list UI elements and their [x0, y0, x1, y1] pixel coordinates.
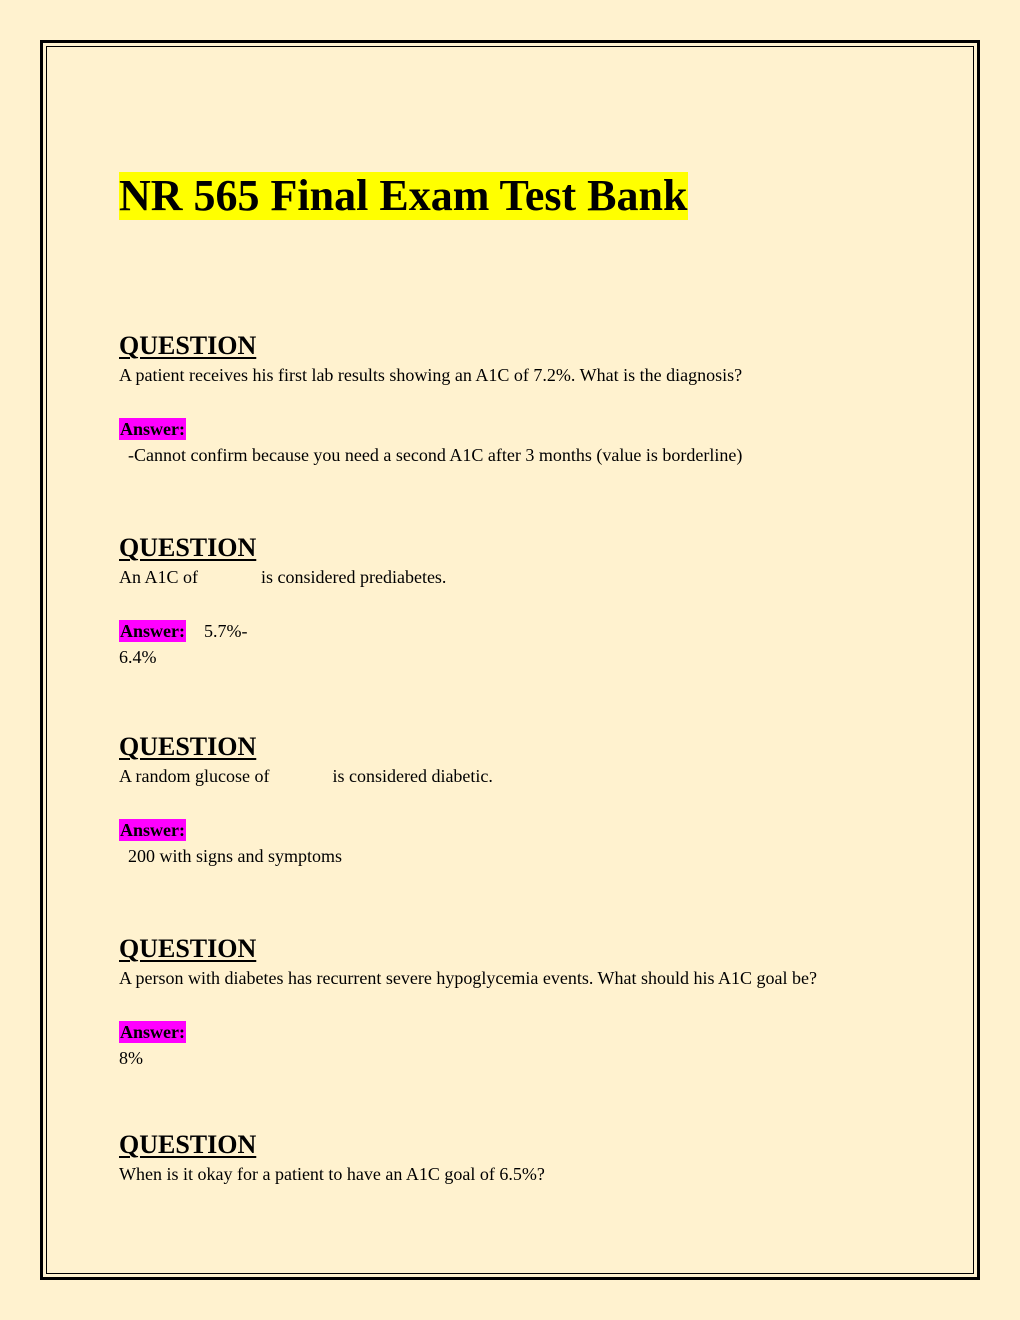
answer-label: Answer:: [120, 621, 185, 641]
question-block-1: [119, 332, 742, 386]
question-text: An A1C of is considered prediabetes.: [119, 567, 447, 587]
question-block-2: [119, 534, 446, 588]
question-heading: QUESTION: [119, 533, 257, 562]
question-heading: QUESTION: [119, 1130, 257, 1159]
answer-text: 6.4%: [119, 647, 157, 667]
answer-row: [119, 817, 342, 843]
question-heading: QUESTION: [119, 331, 257, 360]
answer-label: Answer:: [120, 820, 185, 840]
answer-block-1: [119, 416, 742, 468]
answer-row: [119, 1019, 186, 1045]
question-text: A patient receives his first lab results showing an A1C of 7.2%. What is the diagnosis?: [119, 365, 743, 385]
answer-label: Answer:: [120, 1022, 185, 1042]
question-block-4: [119, 935, 817, 989]
question-heading: QUESTION: [119, 732, 257, 761]
answer-block-2: [119, 618, 248, 670]
answer-row: [119, 416, 742, 442]
question-text: A person with diabetes has recurrent severe hypoglycemia events. What should his A1C goal be?: [119, 968, 817, 988]
question-text: A random glucose of is considered diabetic.: [119, 766, 493, 786]
document-title: NR 565 Final Exam Test Bank: [119, 171, 688, 220]
answer-text: 8%: [119, 1048, 143, 1068]
answer-label: Answer:: [120, 419, 185, 439]
answer-text: 200 with signs and symptoms: [119, 846, 343, 866]
question-heading: QUESTION: [119, 934, 257, 963]
answer-row: [119, 618, 248, 644]
question-block-3: [119, 733, 493, 787]
question-block-5: [119, 1131, 545, 1185]
question-text: When is it okay for a patient to have an A1C goal of 6.5%?: [119, 1164, 545, 1184]
answer-block-4: [119, 1019, 186, 1071]
answer-inline: 5.7%-: [186, 621, 248, 641]
answer-text: -Cannot confirm because you need a second A1C after 3 months (value is borderline): [119, 445, 743, 465]
answer-block-3: [119, 817, 342, 869]
